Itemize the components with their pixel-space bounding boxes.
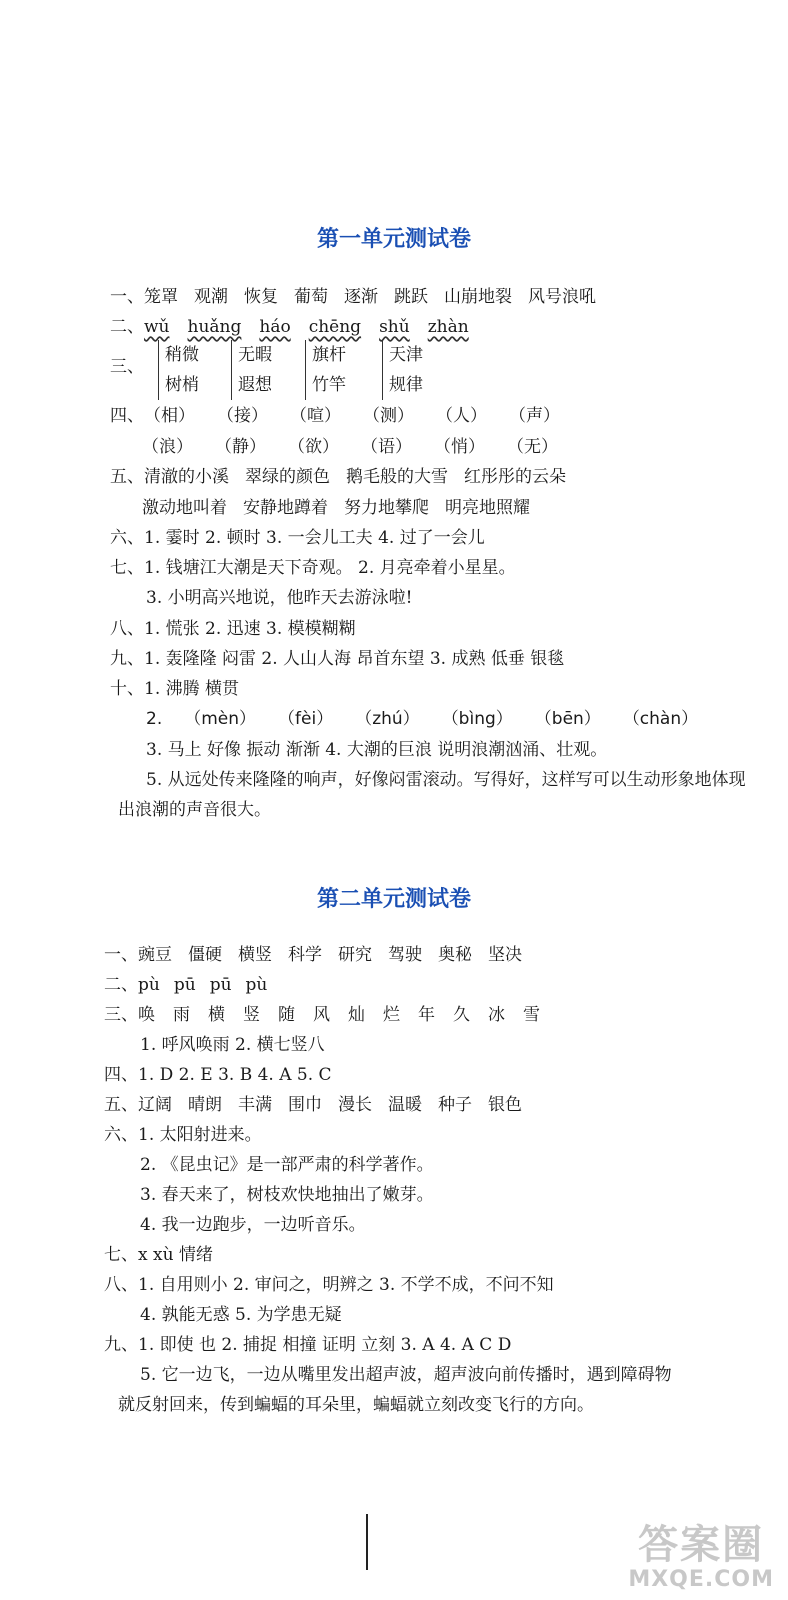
pinyin-answer: chēng (308, 317, 362, 337)
answer-word: 跳跃 (394, 287, 428, 307)
unit1-title: 第一单元测试卷 (316, 227, 471, 252)
answer-word: 遐想 (238, 375, 272, 395)
answer-word: 规律 (389, 375, 423, 395)
unit1-q1: 一、笼罩 观潮 恢复 葡萄 逐渐 跳跃 山崩地裂 风号浪吼 (110, 287, 596, 307)
answer-word: 研究 (338, 945, 372, 965)
unit1-q10-line2 (146, 708, 720, 730)
answer-word: 树梢 (165, 375, 199, 395)
answer-phrase: 红彤彤的云朵 (464, 467, 566, 487)
answer-word: 温暖 (388, 1095, 422, 1115)
pinyin-answer: （fèi） (278, 709, 334, 729)
answer-word: 旗杆 (312, 345, 346, 365)
unit2-q1: 一、豌豆 僵硬 横竖 科学 研究 驾驶 奥秘 坚决 (104, 945, 522, 965)
unit1-q5-row1: 五、清澈的小溪 翠绿的颜色 鹅毛般的大雪 红彤彤的云朵 (110, 467, 566, 487)
answer-char: 久 (453, 1005, 470, 1025)
answer-word: 葡萄 (294, 287, 328, 307)
unit1-q5-row2 (142, 497, 546, 519)
answer-word: 驾驶 (388, 945, 422, 965)
answer-phrase: 激动地叫着 (142, 498, 227, 518)
pinyin-answer: （mèn） (184, 709, 257, 729)
unit1-q2: 二、wǔ huǎng háo chēng shǔ zhàn (110, 317, 469, 337)
answer-word: 横竖 (238, 945, 272, 965)
unit1-q9: 九、1. 轰隆隆 闷雷 2. 人山人海 昂首东望 3. 成熟 低垂 银毯 (110, 649, 565, 669)
answer-word: 天津 (389, 345, 423, 365)
unit2-q7: 七、x xù 情绪 (104, 1245, 213, 1265)
answer-word: 晴朗 (188, 1095, 222, 1115)
pinyin-answer: （chàn） (622, 709, 699, 729)
answer-word: 科学 (288, 945, 322, 965)
word-pair-group (305, 340, 346, 400)
pinyin-answer: （bēn） (534, 709, 601, 729)
answer-char: （无） (507, 437, 558, 457)
answer-word: 奥秘 (438, 945, 472, 965)
unit1-q4-row1: 四、（相） （接） （喧） （测） （人） （声） (110, 406, 560, 426)
unit1-q4-row2 (142, 436, 580, 458)
answer-word: 逐渐 (344, 287, 378, 307)
answer-char: （测） (363, 406, 414, 426)
answer-char: （静） (215, 437, 266, 457)
unit2-q6-line1: 六、1. 太阳射进来。 (104, 1125, 262, 1145)
answer-word: 观潮 (194, 287, 228, 307)
unit2-q5: 五、辽阔 晴朗 丰满 围巾 漫长 温暖 种子 银色 (104, 1095, 522, 1115)
pinyin-answer: 2. (146, 709, 163, 729)
unit2-q3: 三、唤 雨 横 竖 随 风 灿 烂 年 久 冰 雪 (104, 1005, 540, 1025)
unit1-q10-line4: 5. 从远处传来隆隆的响声，好像闷雷滚动。写得好，这样写可以生动形象地体现 (146, 770, 746, 790)
answer-phrase: 努力地攀爬 (344, 498, 429, 518)
unit2-q6-line4: 4. 我一边跑步，一边听音乐。 (140, 1215, 366, 1235)
answer-char: （相） (144, 406, 195, 426)
answer-word: 漫长 (338, 1095, 372, 1115)
word-pair-group (231, 340, 272, 400)
pinyin-answer: háo (259, 317, 291, 337)
answer-char: 风 (313, 1005, 330, 1025)
answer-word: 银色 (488, 1095, 522, 1115)
answer-char: 竖 (243, 1005, 260, 1025)
unit1-q7-line2: 3. 小明高兴地说，他昨天去游泳啦! (146, 588, 413, 608)
answer-word: 稍微 (165, 345, 199, 365)
pinyin-answer: pù (138, 975, 160, 995)
unit2-title: 第二单元测试卷 (316, 887, 471, 912)
unit2-q4: 四、1. D 2. E 3. B 4. A 5. C (104, 1065, 332, 1085)
answer-word: 风号浪吼 (528, 287, 596, 307)
unit2-q8-line1: 八、1. 自用则小 2. 审问之，明辨之 3. 不学不成，不问不知 (104, 1275, 554, 1295)
unit1-q6: 六、1. 霎时 2. 顿时 3. 一会儿工夫 4. 过了一会儿 (110, 528, 485, 548)
unit2-q8-line2: 4. 孰能无惑 5. 为学患无疑 (140, 1305, 342, 1325)
answer-char: 雨 (173, 1005, 190, 1025)
pinyin-answer: （bìng） (441, 709, 513, 729)
unit2-q3-sub: 1. 呼风唤雨 2. 横七竖八 (140, 1035, 325, 1055)
unit1-q3-label: 三、 (110, 357, 144, 377)
answer-char: （悄） (434, 437, 485, 457)
answer-char: 冰 (488, 1005, 505, 1025)
unit2-q9-line2: 5. 它一边飞，一边从嘴里发出超声波，超声波向前传播时，遇到障碍物 (140, 1365, 672, 1385)
unit1-q10-line5: 出浪潮的声音很大。 (118, 800, 271, 820)
unit2-q6-line3: 3. 春天来了，树枝欢快地抽出了嫩芽。 (140, 1185, 434, 1205)
answer-word: 僵硬 (188, 945, 222, 965)
word-pair-group (382, 340, 423, 400)
pinyin-answer: wǔ (144, 317, 170, 337)
answer-char: （声） (509, 406, 560, 426)
answer-word: 竹竿 (312, 375, 346, 395)
pinyin-answer: pū (209, 975, 232, 995)
answer-char: （人） (436, 406, 487, 426)
unit2-q6-line2: 2. 《昆虫记》是一部严肃的科学著作。 (140, 1155, 434, 1175)
answer-char: 灿 (348, 1005, 365, 1025)
answer-char: （喧） (290, 406, 341, 426)
answer-word: 坚决 (488, 945, 522, 965)
pinyin-answer: pù (245, 975, 268, 995)
answer-phrase: 安静地蹲着 (243, 498, 328, 518)
answer-phrase: 清澈的小溪 (144, 467, 229, 487)
answer-char: 横 (208, 1005, 225, 1025)
pinyin-answer: zhàn (427, 317, 469, 337)
unit1-q10-line3: 3. 马上 好像 振动 渐渐 4. 大潮的巨浪 说明浪潮汹涌、壮观。 (146, 740, 608, 760)
answer-char: （浪） (142, 437, 193, 457)
unit1-q7-line1: 七、1. 钱塘江大潮是天下奇观。 2. 月亮牵着小星星。 (110, 558, 516, 578)
answer-char: 雪 (523, 1005, 540, 1025)
answer-word: 豌豆 (138, 945, 172, 965)
pinyin-answer: pū (173, 975, 196, 995)
answer-word: 种子 (438, 1095, 472, 1115)
watermark-logo: 答案圈 MXQE.COM (628, 1522, 774, 1592)
page-mark (366, 1514, 368, 1570)
pinyin-answer: shǔ (379, 317, 410, 337)
answer-char: 年 (418, 1005, 435, 1025)
answer-char: 随 (278, 1005, 295, 1025)
answer-char: （接） (217, 406, 268, 426)
answer-phrase: 鹅毛般的大雪 (346, 467, 448, 487)
unit1-q10-line1: 十、1. 沸腾 横贯 (110, 679, 240, 699)
answer-char: 唤 (138, 1005, 155, 1025)
answer-phrase: 翠绿的颜色 (245, 467, 330, 487)
answer-char: 烂 (383, 1005, 400, 1025)
answer-word: 无暇 (238, 345, 272, 365)
unit2-q9-line3: 就反射回来，传到蝙蝠的耳朵里，蝙蝠就立刻改变飞行的方向。 (118, 1395, 594, 1415)
answer-char: （语） (361, 437, 412, 457)
answer-word: 辽阔 (138, 1095, 172, 1115)
answer-word: 围巾 (288, 1095, 322, 1115)
answer-phrase: 明亮地照耀 (445, 498, 530, 518)
pinyin-answer: （zhú） (355, 709, 420, 729)
answer-word: 丰满 (238, 1095, 272, 1115)
answer-word: 恢复 (244, 287, 278, 307)
pinyin-answer: huǎng (187, 317, 242, 337)
unit2-q2: 二、pù pū pū pù (104, 975, 268, 995)
answer-char: （欲） (288, 437, 339, 457)
unit2-q9-line1: 九、1. 即使 也 2. 捕捉 相撞 证明 立刻 3. A 4. A C D (104, 1335, 512, 1355)
answer-word: 山崩地裂 (444, 287, 512, 307)
word-pair-group (158, 340, 199, 400)
answer-word: 笼罩 (144, 287, 178, 307)
unit1-q8: 八、1. 慌张 2. 迅速 3. 模模糊糊 (110, 619, 356, 639)
